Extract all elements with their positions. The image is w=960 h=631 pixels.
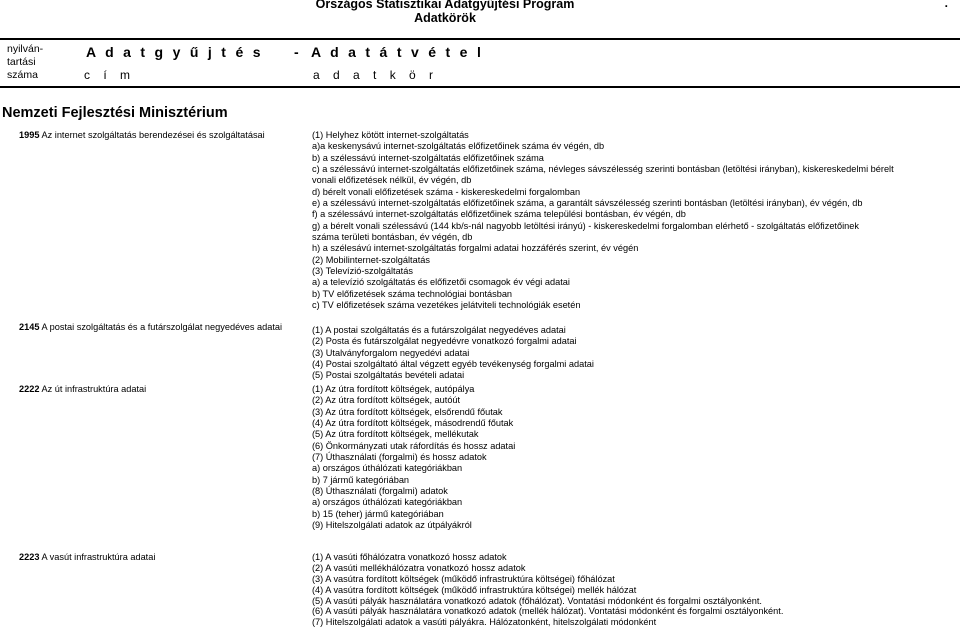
section-lines bbox=[312, 552, 783, 628]
corner-mark: . bbox=[944, 0, 948, 10]
column-header-number-line: száma bbox=[7, 69, 38, 81]
section-title: A vasút infrastruktúra adatai bbox=[41, 552, 156, 562]
section-line: f) a szélessávú internet-szolgáltatás előfizetőinek száma települési bontásban, év végén, db bbox=[312, 209, 686, 220]
section-line: g) a bérelt vonali szélessávú (144 kb/s-nál nagyobb letöltési irányú) - kiskereskedelmi forgalomban elérhető - szolgáltatás előfizetőinek bbox=[312, 220, 859, 231]
section-line: b) TV előfizetések száma technológiai bontásban bbox=[312, 288, 513, 299]
section-title: A postai szolgáltatás és a futárszolgálat negyedéves adatai bbox=[41, 322, 283, 332]
section-line: b) 15 (teher) jármű kategóriában bbox=[312, 508, 444, 519]
section-number: 1995 bbox=[19, 130, 40, 140]
column-header-collection: A d a t g y ű j t é s bbox=[86, 44, 264, 60]
column-header-number-line: tartási bbox=[7, 56, 36, 68]
section-line: (2) Mobilinternet-szolgáltatás bbox=[312, 254, 430, 265]
section-heading bbox=[19, 552, 155, 562]
section-line: b) a szélessávú internet-szolgáltatás előfizetőinek száma bbox=[312, 152, 544, 163]
section-line: (7) Hitelszolgálati adatok a vasúti pályákra. Hálózatonként, hitelszolgálati módonként bbox=[312, 617, 657, 628]
section-line: b) 7 jármű kategóriában bbox=[312, 474, 410, 485]
header-top-rule bbox=[0, 38, 960, 40]
section-heading bbox=[19, 130, 265, 140]
section-number: 2145 bbox=[19, 322, 40, 332]
section-line: c) TV előfizetések száma vezetékes jelátviteli technológiák esetén bbox=[312, 300, 581, 311]
section-line: (3) Az útra fordított költségek, elsőrendű főutak bbox=[312, 406, 503, 417]
section-line: (6) A vasúti pályák használatára vonatkozó adatok (mellék hálózat). Vontatási módonként és forgalmi osztályonként. bbox=[312, 606, 784, 617]
section-line: (4) Az útra fordított költségek, másodrendű főutak bbox=[312, 418, 514, 429]
column-header-dash: - bbox=[294, 44, 302, 60]
section-line: (4) A vasútra fordított költségek (működő infrastruktúra költségei) mellék hálózat bbox=[312, 584, 637, 595]
section-line: (3) A vasútra fordított költségek (működő infrastruktúra költségei) főhálózat bbox=[312, 573, 615, 584]
section-line: (1) A vasúti főhálózatra vonatkozó hossz adatok bbox=[312, 552, 507, 562]
program-title: Országos Statisztikai Adatgyűjtési Program bbox=[315, 0, 575, 11]
section-line: d) bérelt vonali előfizetések száma - kiskereskedelmi forgalomban bbox=[312, 186, 581, 197]
section-line: száma területi bontásban, év végén, db bbox=[312, 232, 473, 243]
section-line: h) a szélesávú internet-szolgáltatás forgalmi adatai hozzáférés szerint, év végén bbox=[312, 243, 639, 254]
column-header-transfer: A d a t á t v é t e l bbox=[311, 44, 484, 60]
section-heading bbox=[19, 384, 146, 394]
section-title: Az út infrastruktúra adatai bbox=[41, 384, 147, 394]
section-line: a) országos úthálózati kategóriákban bbox=[312, 463, 463, 474]
section-line: (5) A vasúti pályák használatára vonatkozó adatok (főhálózat). Vontatási módonként és forgalmi osztályonként. bbox=[312, 595, 762, 606]
section-line: (6) Önkormányzati utak ráfordítás és hossz adatai bbox=[312, 440, 516, 451]
section-line: (4) Postai szolgáltató által végzett egyéb tevékenység forgalmi adatai bbox=[312, 359, 594, 370]
section-lines bbox=[312, 325, 594, 382]
section-line: (1) Helyhez kötött internet-szolgáltatás bbox=[312, 130, 469, 140]
section-line: (1) Az útra fordított költségek, autópálya bbox=[312, 384, 475, 394]
section-line: (8) Úthasználati (forgalmi) adatok bbox=[312, 486, 448, 497]
section-line: (2) A vasúti mellékhálózatra vonatkozó hossz adatok bbox=[312, 562, 526, 573]
section-lines bbox=[312, 384, 515, 531]
section-number: 2222 bbox=[19, 384, 40, 394]
column-header-datascope-sub: a d a t k ö r bbox=[313, 68, 439, 82]
section-line: (7) Úthasználati (forgalmi) és hossz adatok bbox=[312, 452, 487, 463]
column-header-title-sub: c í m bbox=[84, 68, 135, 82]
section-line: (2) Posta és futárszolgálat negyedévre vonatkozó forgalmi adatai bbox=[312, 336, 577, 347]
section-line: (1) A postai szolgáltatás és a futárszolgálat negyedéves adatai bbox=[312, 325, 566, 335]
program-subtitle: Adatkörök bbox=[414, 11, 476, 25]
section-line: a)a keskenysávú internet-szolgáltatás előfizetőinek száma év végén, db bbox=[312, 141, 605, 152]
ministry-heading: Nemzeti Fejlesztési Minisztérium bbox=[2, 105, 228, 121]
section-heading bbox=[19, 322, 282, 332]
column-header-number bbox=[7, 43, 43, 82]
section-line: (5) Postai szolgáltatás bevételi adatai bbox=[312, 370, 465, 381]
section-line: c) a szélessávú internet-szolgáltatás előfizetőinek száma, névleges sávszélesség szerinti bontásban (letöltési irányban), kiskereskedelmi bérelt bbox=[312, 164, 894, 175]
section-line: (2) Az útra fordított költségek, autóút bbox=[312, 395, 461, 406]
section-number: 2223 bbox=[19, 552, 40, 562]
section-line: vonali előfizetések nélkül, év végén, db bbox=[312, 175, 472, 186]
section-line: (3) Utalványforgalom negyedévi adatai bbox=[312, 347, 470, 358]
section-lines bbox=[312, 130, 894, 312]
section-line: e) a szélessávú internet-szolgáltatás előfizetőinek száma, a garantált sávszélesség szerinti bontásban (letöltési irányban), év végén, db bbox=[312, 198, 863, 209]
section-line: (3) Televízió-szolgáltatás bbox=[312, 266, 413, 277]
section-line: (5) Az útra fordított költségek, mellékutak bbox=[312, 429, 479, 440]
section-line: (9) Hitelszolgálati adatok az útpályákról bbox=[312, 520, 472, 531]
column-header-number-line: nyilván- bbox=[7, 43, 44, 55]
header-bottom-rule bbox=[0, 86, 960, 88]
section-line: a) országos úthálózati kategóriákban bbox=[312, 497, 463, 508]
section-line: a) a televízió szolgáltatás és előfizetői csomagok év végi adatai bbox=[312, 277, 570, 288]
section-title: Az internet szolgáltatás berendezései és szolgáltatásai bbox=[41, 130, 265, 140]
